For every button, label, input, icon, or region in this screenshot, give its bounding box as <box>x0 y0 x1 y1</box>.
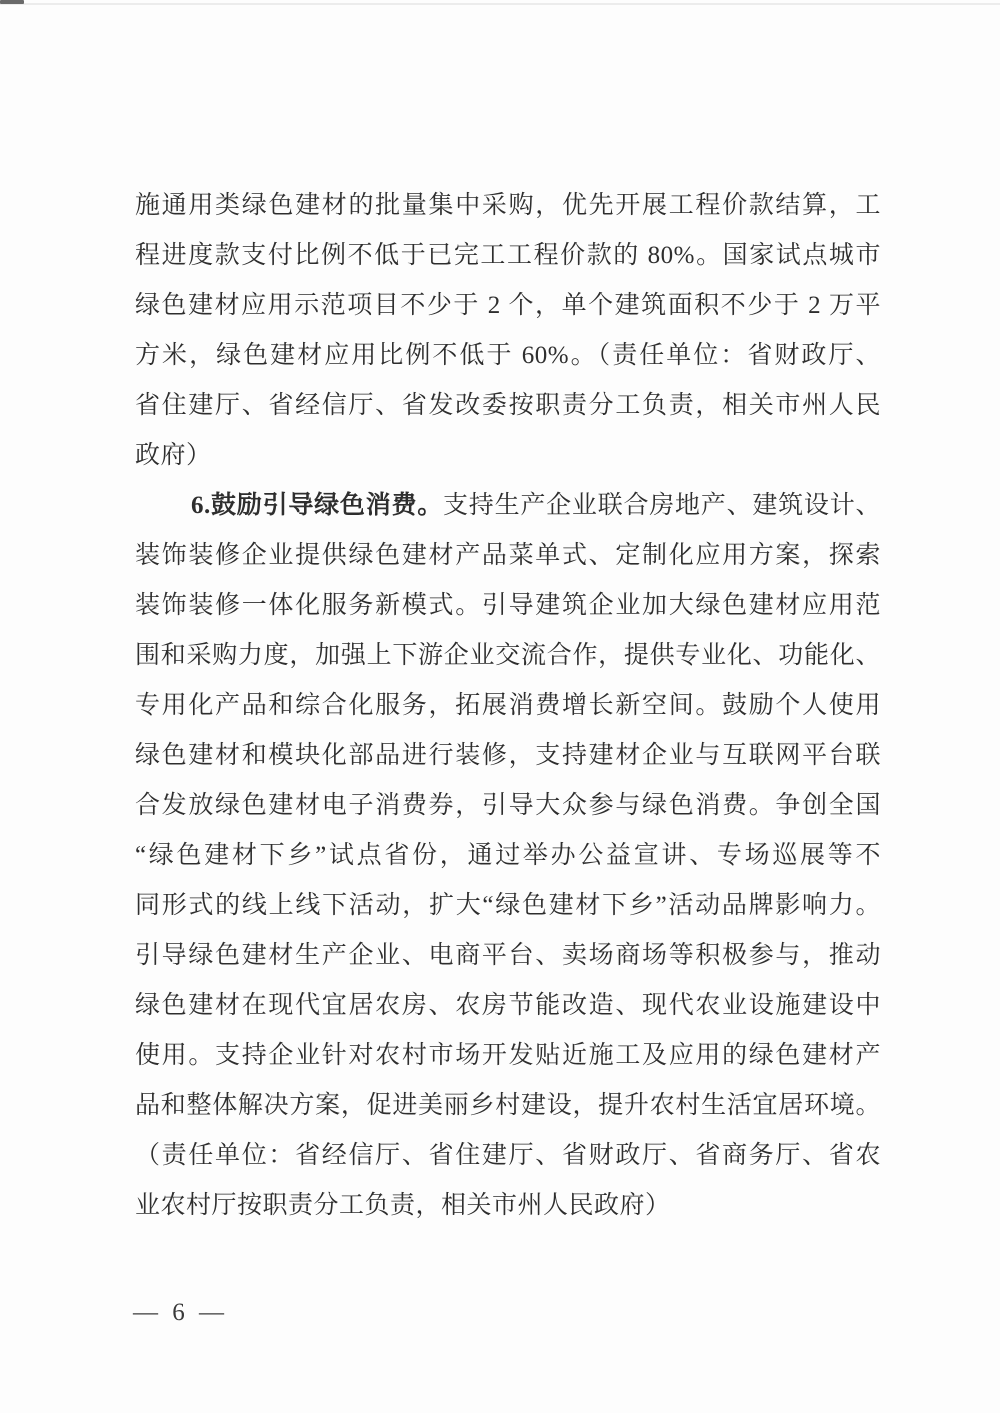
text-line: 装饰装修企业提供绿色建材产品菜单式、定制化应用方案，探索 <box>135 542 881 569</box>
text-line: 绿色建材在现代宜居农房、农房节能改造、现代农业设施建设中 <box>135 992 881 1019</box>
text-line: 6.鼓励引导绿色消费。支持生产企业联合房地产、建筑设计、 <box>191 492 881 519</box>
text-line: 装饰装修一体化服务新模式。引导建筑企业加大绿色建材应用范 <box>135 592 881 619</box>
text-line: 程进度款支付比例不低于已完工工程价款的 80%。国家试点城市 <box>135 242 881 269</box>
text-line: 绿色建材和模块化部品进行装修，支持建材企业与互联网平台联 <box>135 742 881 769</box>
page-number: — 6 — <box>133 1299 228 1326</box>
text-line: 使用。支持企业针对农村市场开发贴近施工及应用的绿色建材产 <box>135 1042 881 1069</box>
scan-artifact-mark <box>0 0 24 4</box>
paragraph <box>135 181 881 481</box>
text-line: 合发放绿色建材电子消费券，引导大众参与绿色消费。争创全国 <box>135 792 881 819</box>
text-line: 同形式的线上线下活动，扩大“绿色建材下乡”活动品牌影响力。 <box>135 892 881 919</box>
text-line: 方米，绿色建材应用比例不低于 60%。（责任单位：省财政厅、 <box>135 342 881 369</box>
text-line: 施通用类绿色建材的批量集中采购，优先开展工程价款结算，工 <box>135 192 881 219</box>
scan-artifact-line <box>0 3 1000 5</box>
text-line: 专用化产品和综合化服务，拓展消费增长新空间。鼓励个人使用 <box>135 692 881 719</box>
text-line: 品和整体解决方案，促进美丽乡村建设，提升农村生活宜居环境。 <box>135 1092 881 1119</box>
document-body <box>135 181 881 1231</box>
text-line: “绿色建材下乡”试点省份，通过举办公益宣讲、专场巡展等不 <box>135 842 881 869</box>
text-line: 业农村厅按职责分工负责，相关市州人民政府） <box>135 1192 671 1219</box>
text-line: 引导绿色建材生产企业、电商平台、卖场商场等积极参与，推动 <box>135 942 881 969</box>
text-line: 绿色建材应用示范项目不少于 2 个，单个建筑面积不少于 2 万平 <box>135 292 881 319</box>
text-line: （责任单位：省经信厅、省住建厅、省财政厅、省商务厅、省农 <box>135 1142 881 1169</box>
section-heading: 6.鼓励引导绿色消费。 <box>191 492 444 519</box>
paragraph <box>135 481 881 1231</box>
text-line: 政府） <box>135 442 212 469</box>
text-line: 围和采购力度，加强上下游企业交流合作，提供专业化、功能化、 <box>135 642 881 669</box>
text-line: 省住建厅、省经信厅、省发改委按职责分工负责，相关市州人民 <box>135 392 881 419</box>
